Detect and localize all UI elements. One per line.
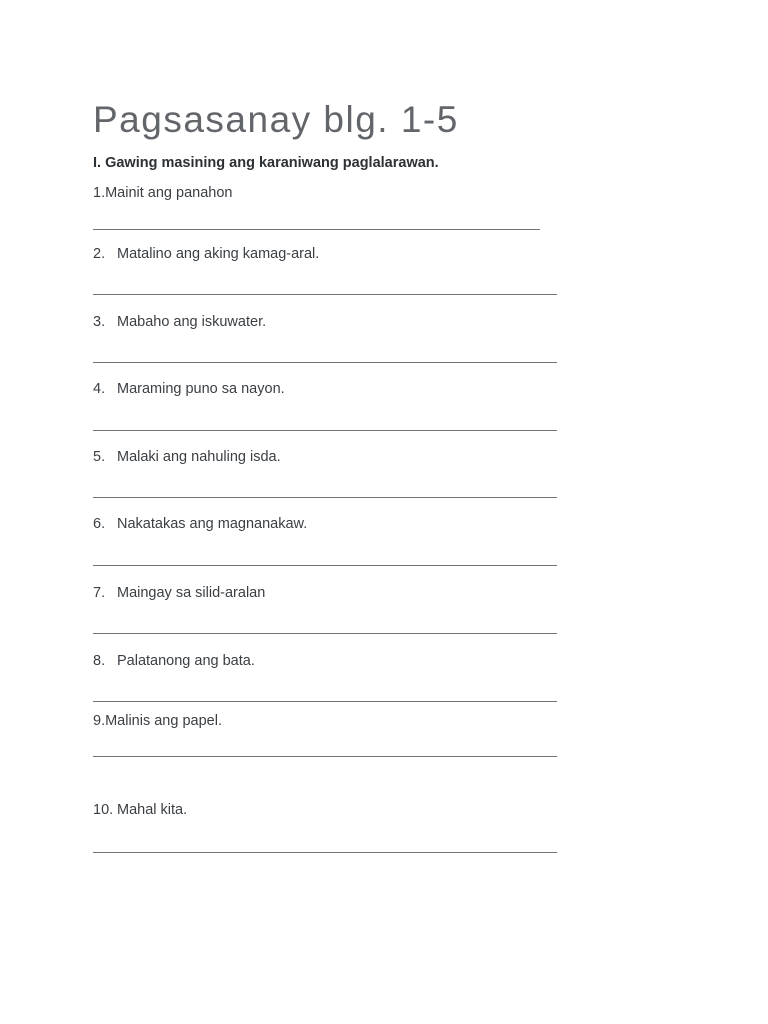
item-number: 2.	[93, 246, 106, 262]
exercise-item-8	[93, 654, 255, 669]
instruction-heading: I. Gawing masining ang karaniwang paglalarawan.	[93, 155, 439, 171]
item-number: 9.	[93, 713, 106, 729]
answer-line-4[interactable]	[93, 430, 557, 431]
exercise-item-1	[93, 186, 232, 201]
answer-line-7[interactable]	[93, 633, 557, 634]
exercise-item-3	[93, 315, 266, 330]
item-text: Matalino ang aking kamag-aral.	[117, 246, 320, 262]
item-text: Malinis ang papel.	[105, 713, 222, 729]
item-text: Maingay sa silid-aralan	[117, 585, 266, 601]
item-number: 6.	[93, 516, 106, 532]
item-text: Malaki ang nahuling isda.	[117, 449, 281, 465]
answer-line-1[interactable]	[93, 229, 540, 230]
item-number: 3.	[93, 314, 106, 330]
item-number: 1.	[93, 185, 106, 201]
answer-line-5[interactable]	[93, 497, 557, 498]
item-text: Nakatakas ang magnanakaw.	[117, 516, 308, 532]
item-number: 5.	[93, 449, 106, 465]
item-text: Mahal kita.	[117, 802, 188, 818]
item-number: 8.	[93, 653, 106, 669]
exercise-item-9	[93, 714, 222, 729]
item-number: 4.	[93, 381, 106, 397]
exercise-item-4	[93, 382, 285, 397]
item-number: 10.	[93, 802, 114, 818]
item-text: Mainit ang panahon	[105, 185, 233, 201]
exercise-item-7	[93, 586, 265, 601]
answer-line-3[interactable]	[93, 362, 557, 363]
exercise-item-10	[93, 803, 187, 818]
page-title: Pagsasanay blg. 1-5	[93, 99, 459, 140]
item-number: 7.	[93, 585, 106, 601]
exercise-item-5	[93, 450, 281, 465]
answer-line-8[interactable]	[93, 701, 557, 702]
answer-line-10[interactable]	[93, 852, 557, 853]
item-text: Maraming puno sa nayon.	[117, 381, 285, 397]
exercise-item-6	[93, 517, 307, 532]
exercise-item-2	[93, 247, 319, 262]
answer-line-6[interactable]	[93, 565, 557, 566]
answer-line-2[interactable]	[93, 294, 557, 295]
item-text: Mabaho ang iskuwater.	[117, 314, 267, 330]
answer-line-9[interactable]	[93, 756, 557, 757]
item-text: Palatanong ang bata.	[117, 653, 255, 669]
